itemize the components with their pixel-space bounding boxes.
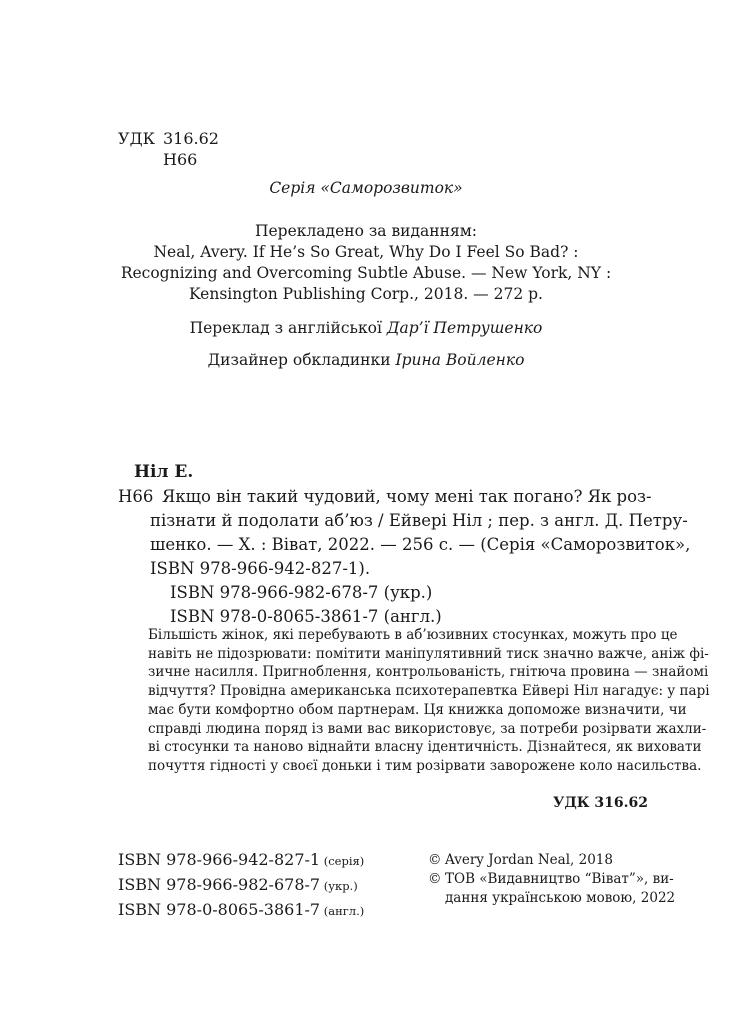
translator-label: Переклад з англійської bbox=[189, 319, 387, 337]
translator-name: Дар’ї Петрушенко bbox=[386, 319, 543, 337]
udk-header bbox=[118, 128, 219, 170]
designer-name: Ірина Войленко bbox=[395, 351, 525, 369]
series-line: Серія «Саморозвиток» bbox=[269, 179, 463, 197]
isbn-row bbox=[118, 898, 364, 923]
isbn-number: ISBN 978-966-982-678-7 bbox=[118, 875, 321, 894]
isbn-number: ISBN 978-0-8065-3861-7 bbox=[118, 900, 321, 919]
isbn-note: (укр.) bbox=[320, 879, 358, 893]
copyright-line: ТОВ «Видавництво “Віват”», ви- bbox=[445, 871, 674, 887]
author-code: Н66 bbox=[163, 150, 198, 169]
original-edition-line: Recognizing and Overcoming Subtle Abuse. — New York, NY : bbox=[120, 264, 612, 282]
designer-credit bbox=[0, 350, 732, 371]
translated-from-heading: Перекладено за виданням: bbox=[254, 222, 478, 240]
isbn-note: (англ.) bbox=[320, 904, 365, 918]
original-edition-line: Neal, Avery. If He’s So Great, Why Do I Feel So Bad? : bbox=[153, 243, 579, 261]
copyright-icon: © bbox=[428, 871, 442, 887]
translated-from-block bbox=[0, 221, 732, 305]
isbn-number: ISBN 978-966-942-827-1 bbox=[118, 850, 321, 869]
annotation-line: зичне насилля. Пригноблення, контрольованість, гнітюча провина — знайомі bbox=[148, 664, 709, 681]
copyright-block bbox=[428, 851, 675, 908]
bibliographic-code: Н66 bbox=[118, 487, 154, 506]
annotation-line: Більшість жінок, які перебувають в аб’юзивних стосунках, можуть про це bbox=[148, 627, 678, 643]
annotation-line: відчуття? Провідна американська психотерапевтка Ейвері Ніл нагадує: у парі bbox=[148, 683, 710, 700]
translator-credit bbox=[0, 318, 732, 339]
designer-label: Дизайнер обкладинки bbox=[207, 351, 396, 369]
isbn-eng: ISBN 978-0-8065-3861-7 (англ.) bbox=[170, 607, 442, 626]
udk-number: 316.62 bbox=[163, 129, 219, 148]
annotation-line: ві стосунки та наново віднайти власну ідентичність. Дізнайтеся, як виховати bbox=[148, 739, 702, 756]
bibliographic-record bbox=[118, 485, 691, 629]
annotation-line: справді людина поряд із вами вас використовує, за потреби розірвати жахли- bbox=[148, 720, 707, 737]
isbn-list bbox=[118, 848, 364, 923]
author-heading: Ніл Е. bbox=[134, 462, 194, 482]
bibliographic-line: пізнати й подолати аб’юз / Ейвері Ніл ; пер. з англ. Д. Петру- bbox=[150, 511, 688, 530]
copyright-icon: © bbox=[428, 852, 442, 868]
bibliographic-line: Якщо він такий чудовий, чому мені так погано? Як роз- bbox=[162, 487, 652, 506]
isbn-note: (серія) bbox=[320, 854, 365, 868]
annotation-line: має бути комфортно обом партнерам. Ця книжка допоможе визначити, чи bbox=[148, 701, 687, 718]
original-edition-line: Kensington Publishing Corp., 2018. — 272 p. bbox=[189, 285, 543, 303]
copyright-line: Avery Jordan Neal, 2018 bbox=[445, 852, 613, 868]
isbn-row bbox=[118, 873, 364, 898]
bibliographic-line: ISBN 978-966-942-827-1). bbox=[150, 559, 371, 578]
annotation bbox=[148, 626, 710, 776]
copyright-line: дання українською мовою, 2022 bbox=[445, 890, 676, 906]
annotation-line: навіть не підозрювати: помітити маніпулятивний тиск значно важче, аніж фі- bbox=[148, 645, 709, 662]
isbn-row bbox=[118, 848, 364, 873]
bibliographic-line: шенко. — Х. : Віват, 2022. — 256 с. — (Серія «Саморозвиток», bbox=[150, 535, 691, 554]
isbn-ukr: ISBN 978-966-982-678-7 (укр.) bbox=[170, 583, 433, 602]
udk-footer: УДК 316.62 bbox=[553, 795, 648, 811]
annotation-line: почуття гідності у своєї доньки і тим розірвати заворожене коло насильства. bbox=[148, 757, 702, 774]
udk-label: УДК bbox=[118, 129, 155, 148]
